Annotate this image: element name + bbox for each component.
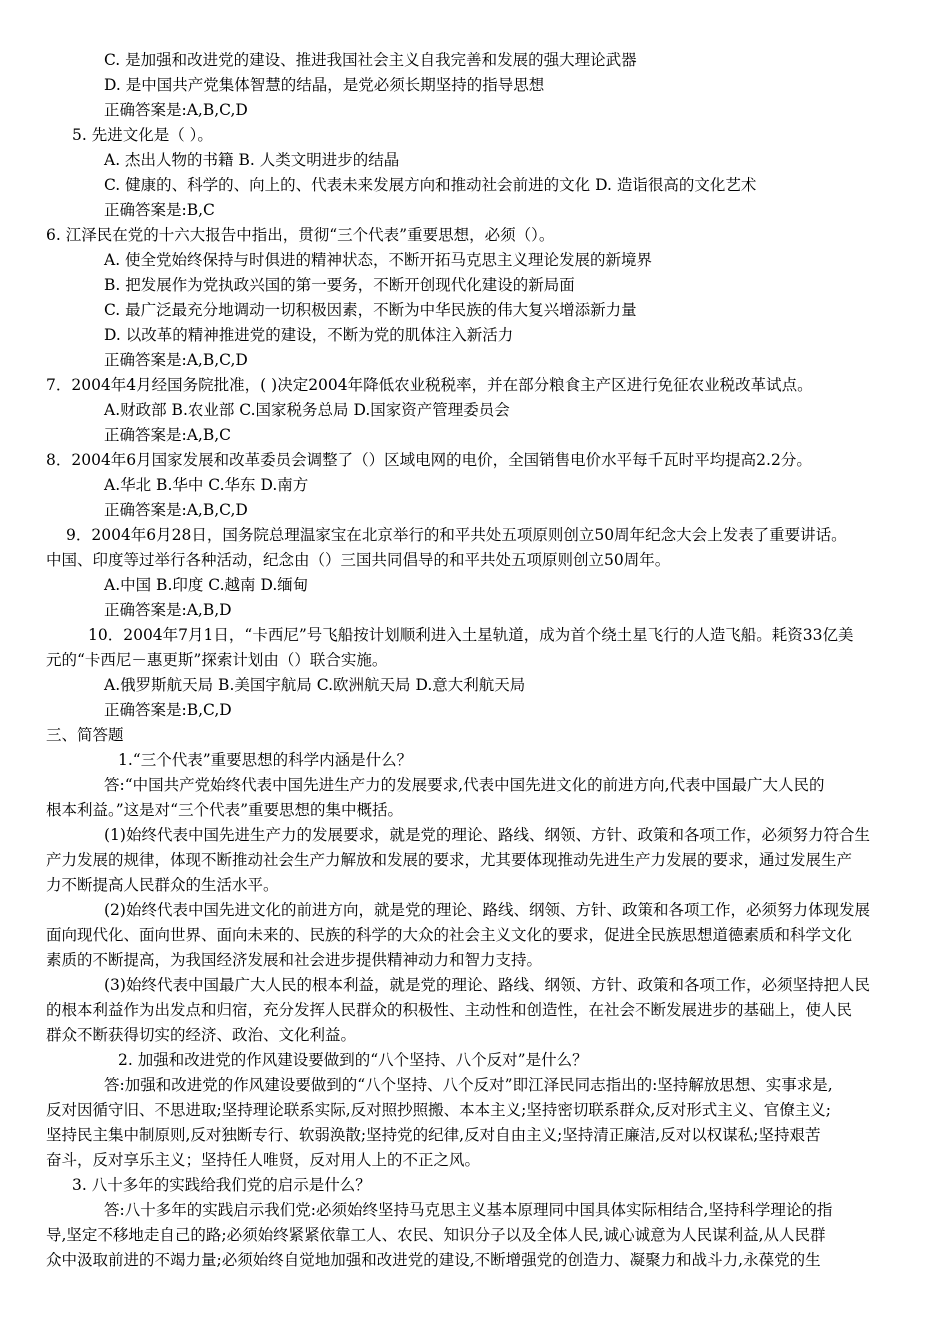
answer-paragraph-line: 答:加强和改进党的作风建设要做到的“八个坚持、八个反对”即江泽民同志指出的:坚持解放思想、实事求是,	[104, 1076, 833, 1094]
answer-paragraph-line: 群众不断获得切实的经济、政治、文化利益。	[46, 1026, 357, 1044]
answer-line: 正确答案是:B,C	[104, 201, 215, 219]
question-line: 6. 江泽民在党的十六大报告中指出，贯彻“三个代表”重要思想，必须（）。	[46, 226, 555, 244]
answer-line: 正确答案是:B,C,D	[104, 701, 232, 719]
question-line: 元的“卡西尼－惠更斯”探索计划由（）联合实施。	[46, 651, 388, 669]
option-line: A.俄罗斯航天局 B.美国宇航局 C.欧洲航天局 D.意大利航天局	[104, 676, 526, 694]
answer-paragraph-line: (2)始终代表中国先进文化的前进方向，就是党的理论、路线、纲领、方针、政策和各项工作，必须努力体现发展	[104, 901, 870, 919]
option-line: A. 杰出人物的书籍 B. 人类文明进步的结晶	[104, 151, 400, 169]
answer-paragraph-line: 答:“中国共产党始终代表中国先进生产力的发展要求,代表中国先进文化的前进方向,代表中国最广大人民的	[104, 776, 825, 794]
option-line: C. 最广泛最充分地调动一切积极因素，不断为中华民族的伟大复兴增添新力量	[104, 301, 637, 319]
question-line: 2. 加强和改进党的作风建设要做到的“八个坚持、八个反对”是什么？	[118, 1051, 588, 1069]
answer-paragraph-line: 奋斗，反对享乐主义；坚持任人唯贤，反对用人上的不正之风。	[46, 1151, 481, 1169]
answer-line: 正确答案是:A,B,C	[104, 426, 232, 444]
option-line: B. 把发展作为党执政兴国的第一要务，不断开创现代化建设的新局面	[104, 276, 575, 294]
question-line: 1.“三个代表”重要思想的科学内涵是什么？	[118, 751, 413, 769]
question-line: 3. 八十多年的实践给我们党的启示是什么？	[72, 1176, 371, 1194]
answer-paragraph-line: 根本利益。”这是对“三个代表”重要思想的集中概括。	[46, 801, 404, 819]
option-line: A.华北 B.华中 C.华东 D.南方	[104, 476, 309, 494]
option-line: A. 使全党始终保持与时俱进的精神状态，不断开拓马克思主义理论发展的新境界	[104, 251, 653, 269]
option-line: C. 健康的、科学的、向上的、代表未来发展方向和推动社会前进的文化 D. 造诣很高的文化艺术	[104, 176, 757, 194]
answer-paragraph-line: 导,坚定不移地走自己的路;必须始终紧紧依靠工人、农民、知识分子以及全体人民,诚心诚意为人民谋利益,从人民群	[46, 1226, 826, 1244]
answer-paragraph-line: 力不断提高人民群众的生活水平。	[46, 876, 279, 894]
answer-paragraph-line: 坚持民主集中制原则,反对独断专行、软弱涣散;坚持党的纪律,反对自由主义;坚持清正廉洁,反对以权谋私;坚持艰苦	[46, 1126, 821, 1144]
answer-paragraph-line: 素质的不断提高，为我国经济发展和社会进步提供精神动力和智力支持。	[46, 951, 543, 969]
answer-paragraph-line: (3)始终代表中国最广大人民的根本利益，就是党的理论、路线、纲领、方针、政策和各项工作，必须坚持把人民	[104, 976, 870, 994]
option-line: C. 是加强和改进党的建设、推进我国社会主义自我完善和发展的强大理论武器	[104, 51, 637, 69]
answer-paragraph-line: 的根本利益作为出发点和归宿，充分发挥人民群众的积极性、主动性和创造性，在社会不断发展进步的基础上，使人民	[46, 1001, 853, 1019]
option-line: A.中国 B.印度 C.越南 D.缅甸	[104, 576, 309, 594]
answer-line: 正确答案是:A,B,D	[104, 601, 232, 619]
answer-paragraph-line: 产力发展的规律，体现不断推动社会生产力解放和发展的要求，尤其要体现推动先进生产力发展的要求，通过发展生产	[46, 851, 853, 869]
option-line: A.财政部 B.农业部 C.国家税务总局 D.国家资产管理委员会	[104, 401, 510, 419]
answer-line: 正确答案是:A,B,C,D	[104, 101, 248, 119]
option-line: D. 是中国共产党集体智慧的结晶，是党必须长期坚持的指导思想	[104, 76, 545, 94]
question-line: 8．2004年6月国家发展和改革委员会调整了（）区域电网的电价，全国销售电价水平每千瓦时平均提高2.2分。	[46, 451, 812, 469]
answer-line: 正确答案是:A,B,C,D	[104, 351, 248, 369]
question-line: 5. 先进文化是（ ）。	[72, 126, 213, 144]
answer-paragraph-line: 面向现代化、面向世界、面向未来的、民族的科学的大众的社会主义文化的要求，促进全民族思想道德素质和科学文化	[46, 926, 853, 944]
option-line: D. 以改革的精神推进党的建设，不断为党的肌体注入新活力	[104, 326, 514, 344]
answer-paragraph-line: 众中汲取前进的不竭力量;必须始终自觉地加强和改进党的建设,不断增强党的创造力、凝聚力和战斗力,永葆党的生	[46, 1251, 821, 1269]
answer-paragraph-line: 答:八十多年的实践启示我们党:必须始终坚持马克思主义基本原理同中国具体实际相结合,坚持科学理论的指	[104, 1201, 833, 1219]
section-heading: 三、简答题	[46, 726, 124, 744]
question-line: 9．2004年6月28日，国务院总理温家宝在北京举行的和平共处五项原则创立50周年纪念大会上发表了重要讲话。	[66, 526, 847, 544]
question-line: 中国、印度等过举行各种活动，纪念由（）三国共同倡导的和平共处五项原则创立50周年。	[46, 551, 671, 569]
question-line: 7．2004年4月经国务院批准，( )决定2004年降低农业税税率，并在部分粮食主产区进行免征农业税改革试点。	[46, 376, 813, 394]
answer-paragraph-line: 反对因循守旧、不思进取;坚持理论联系实际,反对照抄照搬、本本主义;坚持密切联系群众,反对形式主义、官僚主义;	[46, 1101, 832, 1119]
answer-line: 正确答案是:A,B,C,D	[104, 501, 248, 519]
question-line: 10．2004年7月1日，“卡西尼”号飞船按计划顺利进入土星轨道，成为首个绕土星飞行的人造飞船。耗资33亿美	[88, 626, 854, 644]
answer-paragraph-line: (1)始终代表中国先进生产力的发展要求，就是党的理论、路线、纲领、方针、政策和各项工作，必须努力符合生	[104, 826, 870, 844]
